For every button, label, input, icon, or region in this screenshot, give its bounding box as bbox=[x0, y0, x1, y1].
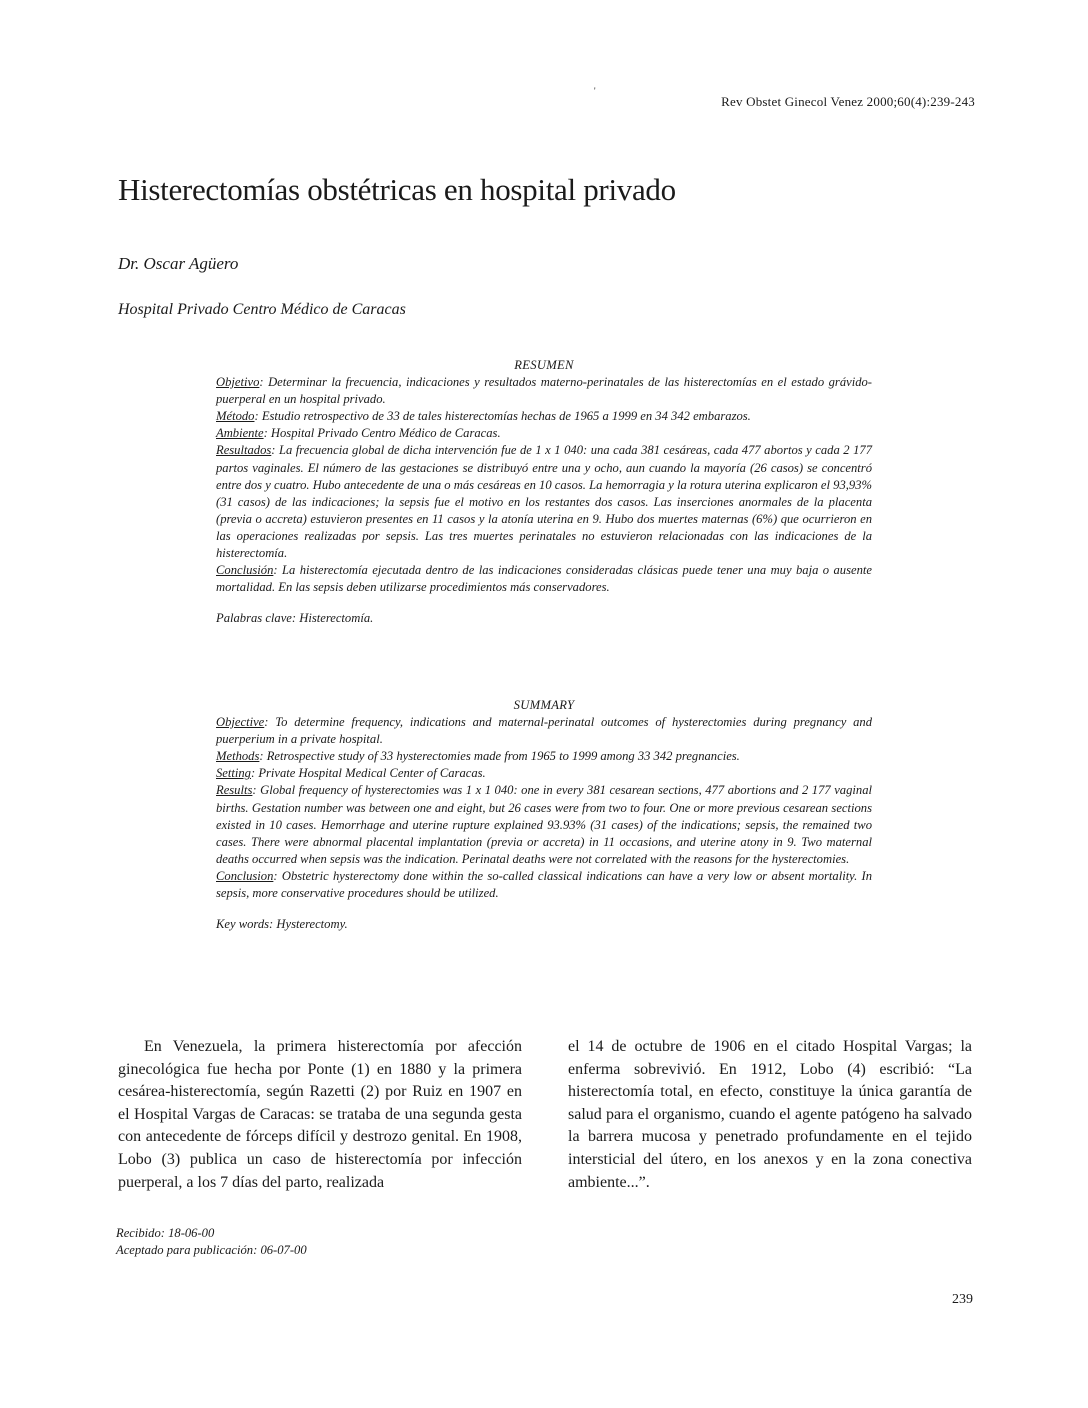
section-text: : La histerectomía ejecutada dentro de las indicaciones consideradas clásicas puede tener una muy baja o ausente mortalidad. En las sepsis deben utilizarse procedimientos más conservadores. bbox=[216, 563, 872, 595]
resumen-ambiente bbox=[216, 425, 872, 442]
summary-methods bbox=[216, 748, 872, 765]
summary-conclusion bbox=[216, 868, 872, 902]
section-text: : To determine frequency, indications and maternal-perinatal outcomes of hysterectomies during pregnancy and puerperium in a private hospital. bbox=[216, 715, 872, 747]
summary-abstract bbox=[216, 697, 872, 933]
section-label: Ambiente bbox=[216, 426, 264, 441]
section-label: Resultados bbox=[216, 443, 272, 458]
section-label: Conclusion bbox=[216, 868, 274, 883]
section-text: : Obstetric hysterectomy done within the so-called classical indications can have a very low or absent mortality. In sepsis, more conservative procedures should be utilized. bbox=[216, 868, 872, 901]
section-label: Setting bbox=[216, 766, 251, 781]
body-column-left bbox=[118, 1036, 522, 1194]
section-text: : Hospital Privado Centro Médico de Caracas. bbox=[263, 426, 501, 441]
body-paragraph: el 14 de octubre de 1906 en el citado Hospital Vargas; la enferma sobrevivió. En 1912, Lobo (4) escribió: “La histerectomía total, en efecto, constituye la única garantía de salud para el organismo, cuando el agente patógeno ha salvado la barrera mucosa y penetrado profundamente en el tejido intersticial del útero, en los anexos y en la zona conectiva ambiente...”. bbox=[568, 1038, 972, 1191]
section-text: : Global frequency of hysterectomies was 1 x 1 040: one in every 381 cesarean sections, 477 abortions and 2 177 vaginal births. Gestation number was between one and eight, but 26 cases were from two to four. One or more previous cesarean sections existed in 10 cases. Hemorrhage and uterine rupture explained 93.93% (31 cases) of the indications; sepsis, the remained two cases. There were abnormal placental implantation (previa or accreta) in 11 occasions, and uterine atony in 9. Two maternal deaths occurred when sepsis was the indication. Perinatal deaths were not correlated with the reasons for the hysterectomies. bbox=[216, 783, 872, 866]
section-text: : La frecuencia global de dicha intervención fue de 1 x 1 040: una cada 381 cesáreas, cada 477 abortos y cada 2 177 partos vaginales. El número de las gestaciones se distribuyó entre una y ocho, aun cuando la mayoría (26 casos) se concentró entre dos y cuatro. Hubo antecedente de una o más cesáreas en 10 casos. La hemorragia y la rotura uterina explicaron el 93,93% (31 casos) de las indicaciones; la sepsis fue el motivo en los restantes dos casos. Las inserciones anormales de la placenta (previa o accreta) estuvieron presentes en 11 casos y la atonía uterina en 9. Hubo dos muertes maternas (6%) que ocurrieron en las operaciones realizadas por sepsis. Las tres muertes perinatales no estuvieron relacionadas con las indicaciones de la histerectomía. bbox=[216, 443, 872, 561]
stray-mark: ' bbox=[594, 86, 596, 96]
resumen-keywords: Palabras clave: Histerectomía. bbox=[216, 611, 374, 626]
summary-keywords: Key words: Hysterectomy. bbox=[216, 917, 348, 932]
summary-setting bbox=[216, 765, 872, 782]
section-label: Método bbox=[216, 409, 255, 424]
section-text: : Estudio retrospectivo de 33 de tales histerectomías hechas de 1965 a 1999 en 34 342 embarazos. bbox=[254, 409, 751, 424]
section-label: Methods bbox=[216, 749, 260, 764]
author-name: Dr. Oscar Agüero bbox=[118, 254, 239, 273]
resumen-conclusion bbox=[216, 562, 872, 596]
section-text: : Determinar la frecuencia, indicaciones y resultados materno-perinatales de las histerectomías en el estado grávido-puerperal en un hospital privado. bbox=[216, 375, 872, 407]
summary-results bbox=[216, 782, 872, 867]
resumen-heading: RESUMEN bbox=[514, 358, 574, 372]
resumen-abstract bbox=[216, 357, 872, 627]
author-institution: Hospital Privado Centro Médico de Caracas bbox=[118, 301, 406, 318]
section-label: Objective bbox=[216, 715, 265, 730]
accepted-date: Aceptado para publicación: 06-07-00 bbox=[116, 1243, 307, 1257]
section-text: : Retrospective study of 33 hysterectomies made from 1965 to 1999 among 33 342 pregnancies. bbox=[259, 749, 740, 764]
received-date: Recibido: 18-06-00 bbox=[116, 1226, 215, 1240]
resumen-metodo bbox=[216, 408, 872, 425]
body-paragraph: En Venezuela, la primera histerectomía por afección ginecológica fue hecha por Ponte (1) en 1880 y la primera cesárea-histerectomía, según Razetti (2) por Ruiz en 1907 en el Hospital Vargas de Caracas: se trataba de una segunda gesta con antecedente de fórceps difícil y destrozo genital. En 1908, Lobo (3) publica un caso de histerectomía por infección puerperal, a los 7 días del parto, realizada bbox=[118, 1038, 522, 1191]
section-label: Results bbox=[216, 783, 253, 798]
resumen-resultados bbox=[216, 442, 872, 562]
submission-dates bbox=[116, 1225, 307, 1259]
summary-heading: SUMMARY bbox=[513, 698, 575, 712]
journal-reference: Rev Obstet Ginecol Venez 2000;60(4):239-243 bbox=[721, 94, 975, 109]
resumen-objetivo bbox=[216, 374, 872, 408]
section-label: Objetivo bbox=[216, 375, 260, 390]
page-number: 239 bbox=[952, 1292, 973, 1307]
section-label: Conclusión bbox=[216, 563, 274, 578]
article-title: Histerectomías obstétricas en hospital privado bbox=[118, 172, 676, 207]
section-text: : Private Hospital Medical Center of Caracas. bbox=[250, 766, 486, 781]
summary-objective bbox=[216, 714, 872, 748]
body-column-right bbox=[568, 1036, 972, 1194]
